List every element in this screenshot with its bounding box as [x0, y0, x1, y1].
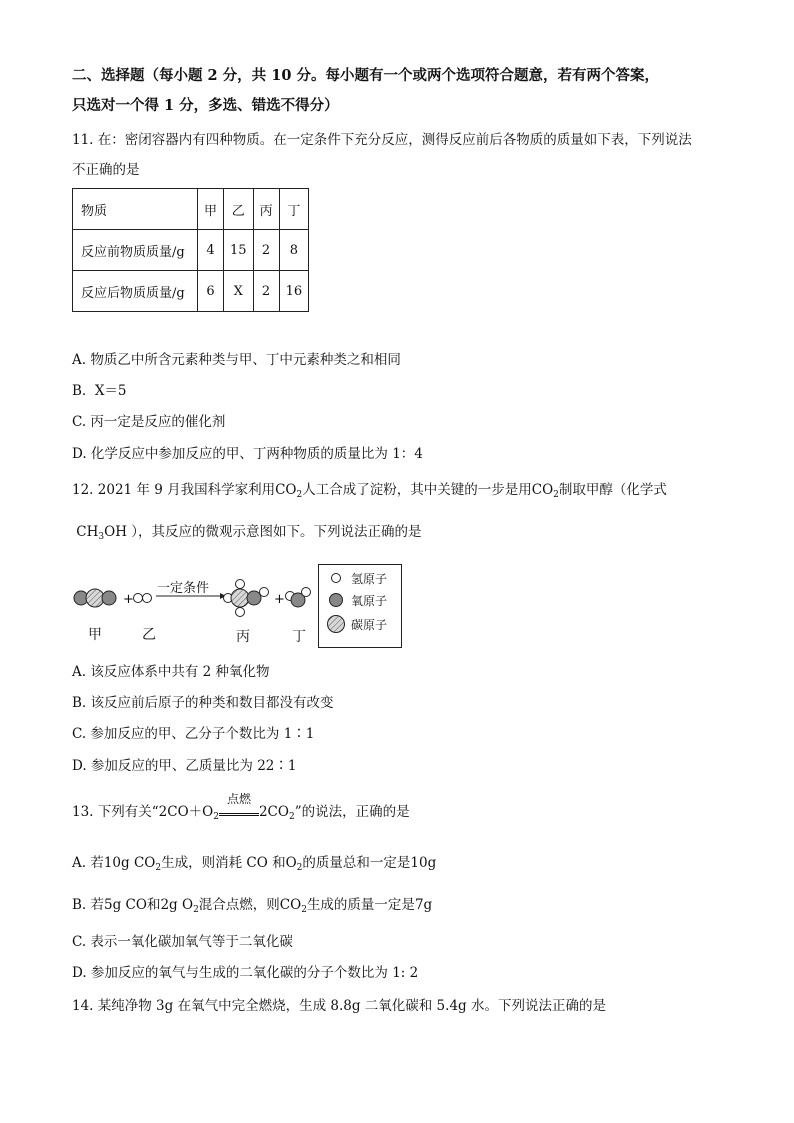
table-cell: 甲 [198, 189, 224, 230]
q11-table [72, 188, 309, 312]
formula-main: CO [279, 897, 302, 913]
option-text: 生成，则消耗 CO 和 [161, 855, 286, 871]
table-cell: 16 [279, 271, 309, 312]
q11-option-d: D. 化学反应中参加反应的甲、丁两种物质的质量比为 1：4 [72, 446, 423, 462]
stem-text: ），其反应的微观示意图如下。下列说法正确的是 [131, 524, 422, 540]
stem-text: 12. 2021 年 9 月我国科学家利用 [72, 482, 276, 498]
table-cell: 丁 [279, 189, 309, 230]
diagram-legend [318, 564, 402, 648]
formula-sub: 2 [213, 812, 219, 822]
table-cell: X [224, 271, 254, 312]
formula-sub: 2 [296, 490, 303, 500]
table-cell: 丙 [253, 189, 279, 230]
legend-hydrogen: 氢原子 [351, 572, 388, 586]
table-cell: 2 [253, 230, 279, 271]
option-text: B. 若 [72, 897, 105, 913]
option-text: A. 若 [72, 855, 104, 871]
q13-option-b [72, 895, 432, 915]
molecule-h2 [134, 594, 152, 603]
q12-option-b: B. 该反应前后原子的种类和数目都没有改变 [72, 695, 334, 711]
option-text: 混合点燃，则 [198, 897, 280, 913]
eq-double-line [219, 813, 259, 816]
eq-condition-label: 点燃 [226, 792, 251, 806]
oxygen-swatch [330, 594, 343, 607]
formula-sub: 2 [193, 905, 199, 915]
formula [532, 482, 559, 498]
table-row [73, 230, 309, 271]
stem-text: 13. 下列有关“ [72, 804, 159, 820]
table-row [73, 271, 309, 312]
stem-text: 制取甲醇（化学式 [558, 482, 667, 498]
formula-main: O [181, 897, 194, 913]
molecule-ch3oh [224, 580, 269, 617]
eq-right: 2CO [258, 804, 289, 820]
formula-main: CH [76, 524, 99, 540]
formula-main: CO [133, 855, 156, 871]
option-text: 10g [103, 855, 130, 871]
q13-option-a [72, 853, 436, 873]
table-cell: 4 [198, 230, 224, 271]
q12-option-a: A. 该反应体系中共有 2 种氧化物 [72, 664, 270, 680]
q12-stem-line1 [72, 480, 667, 500]
q11-option-c: C. 丙一定是反应的催化剂 [72, 414, 226, 430]
stem-text: 人工合成了淀粉，其中关键的一步是用 [302, 482, 532, 498]
formula-main: CO [275, 482, 297, 498]
table-cell: 8 [279, 230, 309, 271]
reaction-condition: 一定条件 [157, 581, 210, 596]
option-text: 生成的质量一定是 [306, 897, 415, 913]
formula [72, 524, 131, 540]
q13-option-d: D. 参加反应的氧气与生成的二氧化碳的分子个数比为 1: 2 [72, 965, 419, 981]
molecule-co2 [74, 589, 116, 607]
legend-carbon: 碳原子 [351, 618, 388, 632]
q11-stem-line1: 11. 在：密闭容器内有四种物质。在一定条件下充分反应，测得反应前后各物质的质量如下表，下列说法 [72, 132, 692, 148]
option-label: B. [72, 383, 87, 399]
option-text: 10g [410, 855, 437, 871]
legend-oxygen: 氧原子 [351, 594, 388, 608]
option-text: X＝5 [94, 383, 127, 399]
formula-main: CO [125, 897, 147, 913]
table-cell: 反应后物质质量/g [73, 271, 198, 312]
formula-sub: 2 [301, 905, 307, 915]
eq-condition [219, 792, 259, 816]
table-cell: 15 [224, 230, 254, 271]
formula-sub: 3 [98, 532, 105, 542]
carbon-swatch [328, 616, 345, 633]
formula-sub: 2 [296, 863, 303, 873]
label-ding: 丁 [292, 629, 306, 645]
formula-sub: 2 [553, 490, 559, 500]
formula-sub: 2 [288, 812, 295, 822]
option-text: 2g [160, 897, 178, 913]
table-cell: 乙 [224, 189, 254, 230]
q11-option-a: A. 物质乙中所含元素种类与甲、丁中元素种类之和相同 [72, 352, 401, 368]
table-cell: 反应前物质质量/g [73, 230, 198, 271]
q13-option-c: C. 表示一氧化碳加氧气等于二氧化碳 [72, 934, 293, 950]
formula [275, 482, 302, 498]
label-yi: 乙 [142, 627, 156, 643]
table-cell: 物质 [73, 189, 198, 230]
stem-text: ”的说法，正确的是 [294, 804, 410, 820]
q11-stem-line2: 不正确的是 [72, 162, 140, 178]
table-row [73, 189, 309, 230]
q12-option-d: D. 参加反应的甲、乙质量比为 22∶1 [72, 758, 297, 774]
table-cell: 6 [198, 271, 224, 312]
section-title-line2: 只选对一个得 1 分，多选、错选不得分） [72, 97, 339, 114]
equation [158, 792, 295, 822]
eq-left: 2CO＋O [158, 804, 214, 820]
option-text: 和 [146, 897, 161, 913]
q11-option-b [72, 381, 127, 401]
q13-stem [72, 792, 410, 822]
q12-option-c: C. 参加反应的甲、乙分子个数比为 1∶1 [72, 726, 315, 742]
formula-main: O [285, 855, 297, 871]
plus-sign: + [123, 592, 134, 607]
section-title-line1: 二、选择题（每小题 2 分，共 10 分。每小题有一个或两个选项符合题意，若有两个答案， [72, 67, 659, 84]
legend-swatches [327, 565, 347, 645]
hydrogen-swatch [332, 574, 341, 583]
label-bing: 丙 [236, 629, 250, 645]
q14-stem: 14. 某纯净物 3g 在氧气中完全燃烧，生成 8.8g 二氧化碳和 5.4g 水。下列说法正确的是 [72, 998, 606, 1014]
q12-stem-line2 [72, 522, 422, 542]
option-text: 的质量总和一定是 [302, 855, 411, 871]
plus-sign: + [274, 592, 285, 607]
formula-main: CO [531, 482, 554, 498]
label-jia: 甲 [88, 627, 102, 643]
table-cell: 2 [253, 271, 279, 312]
formula-main: OH [104, 524, 127, 540]
formula-sub: 2 [155, 863, 162, 873]
molecule-h2o [286, 588, 311, 608]
option-text: 5g [104, 897, 122, 913]
option-text: 7g [414, 897, 433, 913]
